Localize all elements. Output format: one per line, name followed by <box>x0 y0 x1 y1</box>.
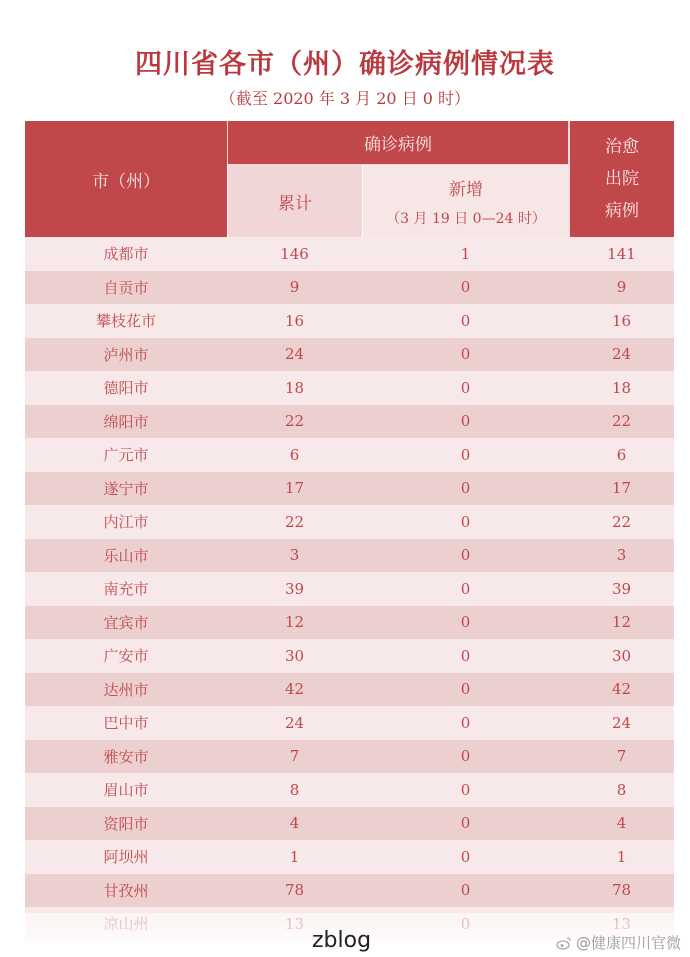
new-cell: 0 <box>460 680 471 699</box>
city-cell: 甘孜州 <box>103 881 149 900</box>
new-cell: 0 <box>460 814 471 833</box>
table-row <box>25 304 674 338</box>
cumulative-cell: 4 <box>289 814 300 833</box>
cumulative-cell: 3 <box>289 546 300 565</box>
header-new-label: 新增 <box>449 179 483 200</box>
table-header <box>25 121 674 237</box>
new-cell: 0 <box>460 747 471 766</box>
header-cured-line1: 治愈 <box>605 137 639 157</box>
cumulative-cell: 146 <box>280 244 309 263</box>
city-cell: 攀枝花市 <box>95 312 156 331</box>
cured-cell: 4 <box>616 814 627 833</box>
header-cured <box>569 121 674 237</box>
cured-cell: 22 <box>611 512 632 531</box>
city-cell: 眉山市 <box>103 781 149 800</box>
table-row <box>25 740 674 774</box>
table-row <box>25 639 674 673</box>
city-cell: 宜宾市 <box>103 613 149 632</box>
city-cell: 泸州市 <box>103 345 149 364</box>
table-body <box>25 237 674 941</box>
city-cell: 资阳市 <box>103 814 149 833</box>
table-row <box>25 706 674 740</box>
table-row <box>25 405 674 439</box>
city-cell: 达州市 <box>103 680 149 699</box>
cumulative-cell: 42 <box>284 680 305 699</box>
city-cell: 阿坝州 <box>103 848 149 867</box>
cured-cell: 6 <box>616 445 627 464</box>
new-cell: 0 <box>460 780 471 799</box>
new-cell: 0 <box>460 546 471 565</box>
city-cell: 成都市 <box>103 245 149 264</box>
header-cured-line3: 病例 <box>605 201 639 221</box>
cured-cell: 17 <box>611 479 632 498</box>
city-cell: 乐山市 <box>103 546 149 565</box>
cured-cell: 1 <box>616 847 627 866</box>
weibo-icon <box>556 936 572 950</box>
header-cumulative: 累计 <box>227 165 362 237</box>
city-cell: 德阳市 <box>103 379 149 398</box>
city-cell: 内江市 <box>103 513 149 532</box>
header-cured-line2: 出院 <box>605 169 639 189</box>
table-row <box>25 673 674 707</box>
cured-cell: 78 <box>611 881 632 900</box>
new-cell: 0 <box>460 278 471 297</box>
cured-cell: 8 <box>616 780 627 799</box>
page-title: 四川省各市（州）确诊病例情况表 <box>135 49 555 80</box>
table-row <box>25 505 674 539</box>
cumulative-cell: 9 <box>289 278 300 297</box>
cured-cell: 141 <box>607 244 636 263</box>
weibo-watermark <box>556 932 681 953</box>
cumulative-cell: 39 <box>284 579 305 598</box>
header-confirmed: 确诊病例 <box>227 121 569 165</box>
site-watermark: zblog <box>312 928 372 953</box>
table-row <box>25 371 674 405</box>
new-cell: 0 <box>460 579 471 598</box>
cured-cell: 30 <box>611 646 632 665</box>
table-row <box>25 438 674 472</box>
new-cell: 0 <box>460 445 471 464</box>
cured-cell: 3 <box>616 546 627 565</box>
header-new <box>362 165 569 237</box>
table-row <box>25 472 674 506</box>
city-cell: 巴中市 <box>103 714 149 733</box>
cumulative-cell: 1 <box>289 847 300 866</box>
page-subtitle: （截至 2020 年 3 月 20 日 0 时） <box>219 89 471 108</box>
table-row <box>25 874 674 908</box>
cured-cell: 9 <box>616 278 627 297</box>
table-row <box>25 840 674 874</box>
cumulative-cell: 17 <box>284 479 305 498</box>
city-cell: 雅安市 <box>103 747 149 766</box>
cured-cell: 24 <box>611 713 632 732</box>
cured-cell: 12 <box>611 613 632 632</box>
city-cell: 广元市 <box>103 446 149 465</box>
new-cell: 1 <box>460 244 471 263</box>
cumulative-cell: 22 <box>284 412 305 431</box>
cumulative-cell: 22 <box>284 512 305 531</box>
new-cell: 0 <box>460 613 471 632</box>
new-cell: 0 <box>460 479 471 498</box>
cured-cell: 39 <box>611 579 632 598</box>
cumulative-cell: 18 <box>284 378 305 397</box>
cumulative-cell: 30 <box>284 646 305 665</box>
cumulative-cell: 24 <box>284 345 305 364</box>
city-cell: 广安市 <box>103 647 149 666</box>
cured-cell: 24 <box>611 345 632 364</box>
cumulative-cell: 8 <box>289 780 300 799</box>
new-cell: 0 <box>460 412 471 431</box>
cases-table <box>25 121 674 941</box>
new-cell: 0 <box>460 713 471 732</box>
new-cell: 0 <box>460 512 471 531</box>
cured-cell: 7 <box>616 747 627 766</box>
cured-cell: 18 <box>611 378 632 397</box>
city-cell: 自贡市 <box>103 278 149 297</box>
new-cell: 0 <box>460 311 471 330</box>
table-row <box>25 572 674 606</box>
table-row <box>25 773 674 807</box>
city-cell: 绵阳市 <box>103 412 149 431</box>
city-cell: 南充市 <box>103 580 149 599</box>
new-cell: 0 <box>460 378 471 397</box>
cured-cell: 16 <box>611 311 632 330</box>
cumulative-cell: 16 <box>284 311 305 330</box>
new-cell: 0 <box>460 345 471 364</box>
new-cell: 0 <box>460 646 471 665</box>
cumulative-cell: 7 <box>289 747 300 766</box>
table-row <box>25 807 674 841</box>
header-new-note: （3 月 19 日 0—24 时） <box>386 210 546 227</box>
table-row <box>25 271 674 305</box>
table-row <box>25 606 674 640</box>
table-row <box>25 237 674 271</box>
new-cell: 0 <box>460 847 471 866</box>
cured-cell: 22 <box>611 412 632 431</box>
new-cell: 0 <box>460 881 471 900</box>
weibo-account: @健康四川官微 <box>576 934 682 952</box>
table-row <box>25 338 674 372</box>
cumulative-cell: 12 <box>284 613 305 632</box>
cumulative-cell: 6 <box>289 445 300 464</box>
header-city: 市（州） <box>92 171 160 192</box>
cumulative-cell: 24 <box>284 713 305 732</box>
cumulative-cell: 78 <box>284 881 305 900</box>
cured-cell: 42 <box>611 680 632 699</box>
city-cell: 遂宁市 <box>103 479 149 498</box>
table-row <box>25 539 674 573</box>
